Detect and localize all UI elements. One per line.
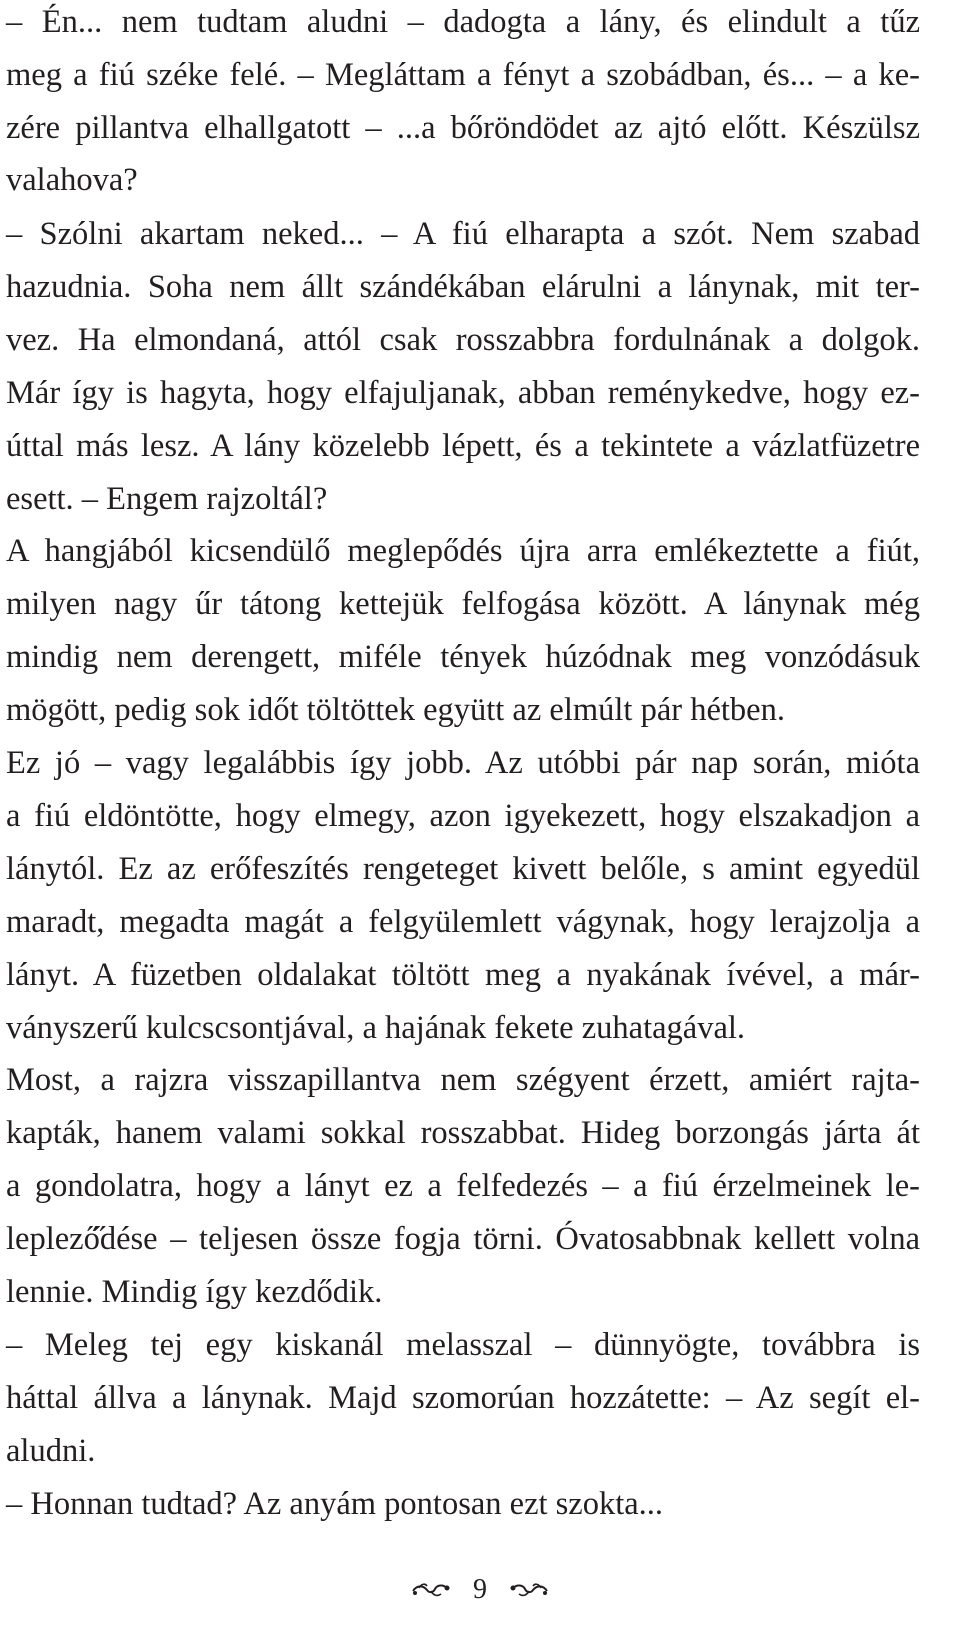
text-line: aludni. bbox=[6, 1433, 96, 1469]
floral-ornament-icon bbox=[411, 1581, 451, 1599]
text-line: leplező̋dése – teljesen össze fogja törni. Óvatosabbnak kellett volna bbox=[6, 1221, 920, 1257]
text-line: hazudnia. Soha nem állt szándékában elárulni a lánynak, mit ter- bbox=[6, 269, 920, 305]
text-line: meg a fiú széke felé. – Megláttam a fényt a szobádban, és... – a ke- bbox=[6, 57, 920, 93]
text-line: esett. – Engem rajzoltál? bbox=[6, 481, 328, 517]
page-footer bbox=[0, 1570, 960, 1610]
text-line: milyen nagy űr tátong kettejük felfogása között. A lánynak még bbox=[6, 586, 920, 622]
text-line: A hangjából kicsendülő meglepődés újra arra emlékeztette a fiút, bbox=[6, 533, 920, 569]
text-line: maradt, megadta magát a felgyülemlett vágynak, hogy lerajzolja a bbox=[6, 904, 920, 940]
text-line: – Meleg tej egy kiskanál melasszal – dünnyögte, továbbra is bbox=[6, 1327, 920, 1363]
text-line: Ez jó – vagy legalábbis így jobb. Az utóbbi pár nap során, mióta bbox=[6, 745, 920, 781]
text-line: lányt. A füzetben oldalakat töltött meg a nyakának ívével, a már- bbox=[6, 957, 920, 993]
page-number: 9 bbox=[473, 1574, 487, 1605]
text-line: – Szólni akartam neked... – A fiú elharapta a szót. Nem szabad bbox=[6, 216, 920, 252]
text-line: a gondolatra, hogy a lányt ez a felfedezés – a fiú érzelmeinek le- bbox=[6, 1168, 920, 1204]
text-line: a fiú eldöntötte, hogy elmegy, azon igyekezett, hogy elszakadjon a bbox=[6, 798, 920, 834]
text-line: Már így is hagyta, hogy elfajuljanak, abban reménykedve, hogy ez- bbox=[6, 375, 920, 411]
text-line: lánytól. Ez az erőfeszítés rengeteget kivett belőle, s amint egyedül bbox=[6, 851, 920, 887]
text-line: lennie. Mindig így kezdődik. bbox=[6, 1274, 383, 1310]
text-line: valahova? bbox=[6, 162, 138, 198]
text-line: – Honnan tudtad? Az anyám pontosan ezt szokta... bbox=[6, 1486, 664, 1522]
text-line: – Én... nem tudtam aludni – dadogta a lány, és elindult a tűz bbox=[6, 4, 920, 40]
text-line: háttal állva a lánynak. Majd szomorúan hozzátette: – Az segít el- bbox=[6, 1380, 920, 1416]
text-line: kapták, hanem valami sokkal rosszabbat. Hideg borzongás járta át bbox=[6, 1115, 920, 1151]
floral-ornament-icon bbox=[509, 1581, 549, 1599]
text-line: vez. Ha elmondaná, attól csak rosszabbra fordulnának a dolgok. bbox=[6, 322, 920, 358]
text-line: Most, a rajzra visszapillantva nem szégyent érzett, amiért rajta- bbox=[6, 1062, 920, 1098]
text-line: mögött, pedig sok időt töltöttek együtt az elmúlt pár hétben. bbox=[6, 692, 785, 728]
text-line: ványszerű kulcscsontjával, a hajának fekete zuhatagával. bbox=[6, 1010, 746, 1046]
text-line: úttal más lesz. A lány közelebb lépett, és a tekintete a vázlatfüzetre bbox=[6, 428, 920, 464]
text-line: mindig nem derengett, miféle tények húzódnak meg vonzódásuk bbox=[6, 639, 920, 675]
text-line: zére pillantva elhallgatott – ...a bőröndödet az ajtó előtt. Készülsz bbox=[6, 110, 920, 146]
